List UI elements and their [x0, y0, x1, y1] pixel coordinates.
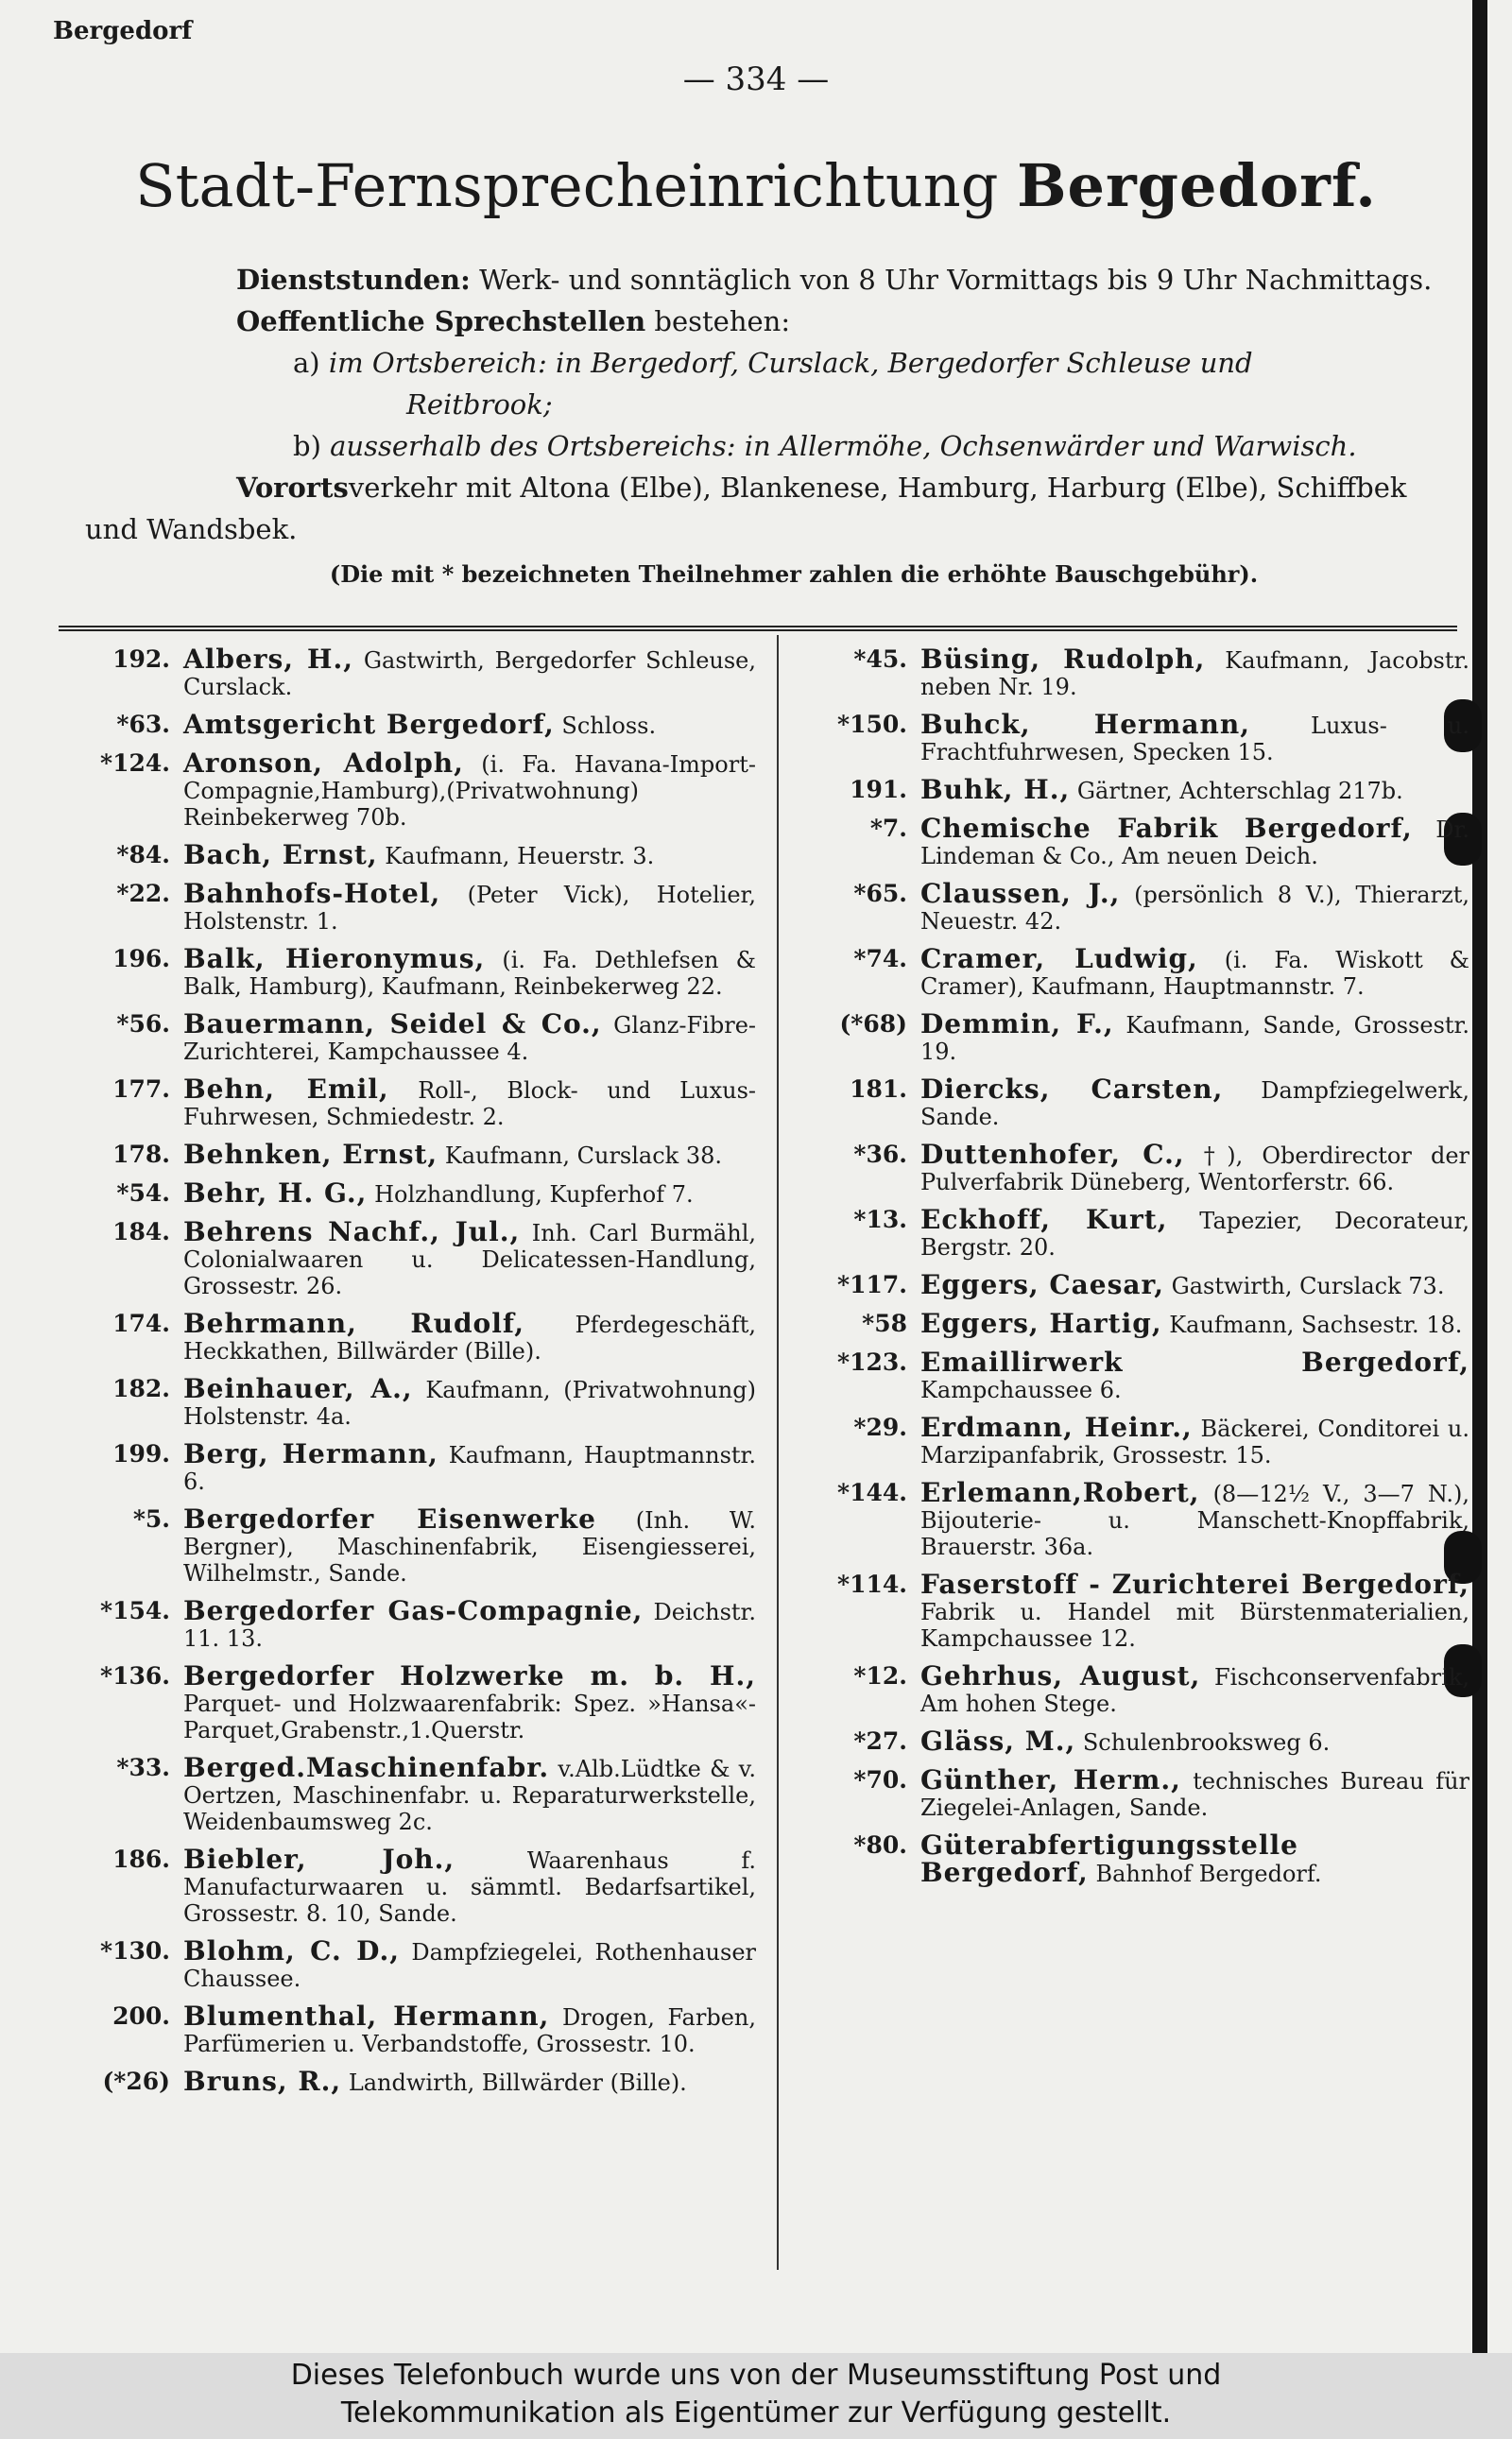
entry-text — [183, 1216, 756, 1299]
entry-text — [920, 1728, 1469, 1756]
footer-line-1: Dieses Telefonbuch wurde uns von der Museumsstiftung Post und — [290, 2359, 1222, 2392]
subscriber-name: Claussen, J., — [920, 878, 1121, 909]
subscriber-details: Glanz-Fibre-Zurichterei, Kampchaussee 4. — [183, 1012, 756, 1065]
entry-text — [920, 646, 1469, 700]
subscriber-name: Bergedorfer Holzwerke m. b. H., — [183, 1660, 756, 1692]
entry-text — [920, 1076, 1469, 1130]
subscriber-details: (Inh. W. Bergner), Maschinenfabrik, Eisengiesserei, Wilhelmstr., Sande. — [183, 1507, 756, 1587]
entry-text — [920, 1269, 1469, 1300]
subscriber-name: Eggers, Caesar, — [920, 1269, 1164, 1300]
title-place: Bergedorf. — [1017, 151, 1377, 220]
subscriber-name: Biebler, Joh., — [183, 1844, 455, 1875]
subscriber-number: 178. — [112, 1141, 170, 1168]
subscriber-name: Bauermann, Seidel & Co., — [183, 1008, 602, 1039]
subscriber-number: 191. — [850, 776, 907, 803]
entry-text — [920, 1008, 1469, 1065]
subscriber-number: 196. — [112, 945, 170, 972]
subscriber-number: *123. — [837, 1348, 907, 1376]
directory-entry — [66, 2066, 756, 2097]
subscriber-details: Waarenhaus f. Manufacturwaaren u. sämmtl. Bedarfsartikel, Grossestr. 8. 10, Sande. — [183, 1847, 756, 1927]
directory-entry — [803, 813, 1469, 869]
page-title — [0, 151, 1512, 220]
directory-entry — [803, 1764, 1469, 1821]
directory-entry — [803, 1728, 1469, 1756]
subscriber-number: 186. — [112, 1846, 170, 1873]
subscriber-number: 182. — [112, 1375, 170, 1402]
right-column — [803, 646, 1469, 1898]
subscriber-details: Tapezier, Decorateur, Bergstr. 20. — [920, 1208, 1469, 1261]
directory-entry — [66, 1752, 756, 1835]
entry-text — [183, 1503, 756, 1587]
subscriber-number: *13. — [853, 1206, 907, 1233]
subscriber-number: *144. — [837, 1479, 907, 1506]
subscriber-details: Dampfziegelwerk, Sande. — [920, 1077, 1469, 1130]
subscriber-details: Pferdegeschäft, Heckkathen, Billwärder (Bille). — [183, 1312, 756, 1365]
subscriber-details: (i. Fa. Dethlefsen & Balk, Hamburg), Kaufmann, Reinbekerweg 22. — [183, 947, 756, 1000]
intro-block — [85, 259, 1446, 595]
subscriber-number: *150. — [837, 711, 907, 738]
directory-entry — [66, 1503, 756, 1587]
directory-entry — [803, 1829, 1469, 1888]
entry-text — [920, 1569, 1469, 1652]
subscriber-details: Parquet- und Holzwaarenfabrik: Spez. »Hansa«-Parquet,Grabenstr.,1.Querstr. — [183, 1691, 756, 1743]
subscriber-details: Kaufmann, Jacobstr. neben Nr. 19. — [920, 647, 1469, 700]
directory-entry — [803, 1660, 1469, 1717]
suburban-line — [85, 467, 1446, 508]
fee-note: (Die mit * bezeichneten Theilnehmer zahlen die erhöhte Bauschgebühr). — [329, 560, 1259, 588]
subscriber-details: Kaufmann, Sande, Grossestr. 19. — [920, 1012, 1469, 1065]
subscriber-number: *56. — [116, 1010, 170, 1038]
directory-entry — [66, 1177, 756, 1209]
subscriber-number: *27. — [853, 1727, 907, 1755]
column-divider — [777, 635, 779, 2270]
subscriber-name: Cramer, Ludwig, — [920, 943, 1198, 974]
subscriber-details: Kaufmann, Sachsestr. 18. — [1169, 1312, 1463, 1338]
subscriber-number: 174. — [112, 1310, 170, 1337]
subscriber-name: Amtsgericht Bergedorf, — [183, 709, 555, 740]
directory-entry — [66, 1846, 756, 1927]
public-label: Oeffentliche Sprechstellen — [236, 305, 646, 337]
subscriber-number: *33. — [116, 1754, 170, 1781]
directory-entry — [66, 839, 756, 870]
subscriber-number: 177. — [112, 1075, 170, 1103]
entry-text — [183, 839, 756, 870]
directory-entry — [66, 1438, 756, 1495]
subscriber-number: *80. — [853, 1831, 907, 1859]
subscriber-details: Fabrik u. Handel mit Bürstenmaterialien, Kampchaussee 12. — [920, 1599, 1469, 1652]
subscriber-name: Güterabfertigungsstelle Bergedorf, — [920, 1829, 1298, 1888]
directory-entry — [66, 646, 756, 700]
subscriber-name: Buhk, H., — [920, 774, 1071, 805]
b-text: in Allermöhe, Ochsenwärder und Warwisch. — [744, 430, 1357, 462]
subscriber-details: Holzhandlung, Kupferhof 7. — [374, 1181, 694, 1208]
vorort-text: verkehr mit Altona (Elbe), Blankenese, Hamburg, Harburg (Elbe), Schiffbek — [348, 472, 1407, 504]
subscriber-details: Dr. Lindeman & Co., Am neuen Deich. — [920, 816, 1469, 869]
subscriber-number: 184. — [112, 1218, 170, 1245]
subscriber-details: Roll-, Block- und Luxus-Fuhrwesen, Schmiedestr. 2. — [183, 1077, 756, 1130]
subscriber-details: Bäckerei, Conditorei u. Marzipanfabrik, Grossestr. 15. — [920, 1416, 1469, 1469]
entry-text — [183, 2066, 756, 2097]
directory-entry — [66, 1373, 756, 1430]
subscriber-details: †), Oberdirector der Pulverfabrik Düneberg, Wentorferstr. 66. — [920, 1142, 1469, 1195]
directory-entry — [803, 1076, 1469, 1130]
subscriber-number: *114. — [837, 1571, 907, 1598]
entry-text — [183, 1139, 756, 1170]
subscriber-name: Bergedorfer Gas-Compagnie, — [183, 1595, 644, 1626]
directory-entry — [803, 709, 1469, 765]
subscriber-name: Behrens Nachf., Jul., — [183, 1216, 521, 1247]
subscriber-number: *12. — [853, 1662, 907, 1690]
subscriber-number: (*26) — [102, 2068, 170, 2095]
entry-text — [920, 1308, 1469, 1339]
title-prefix: Stadt-Fernsprecheinrichtung — [135, 151, 999, 220]
page-number: — 334 — — [682, 60, 830, 98]
directory-entry — [803, 878, 1469, 935]
entry-text — [920, 1764, 1469, 1821]
left-column — [66, 646, 756, 2107]
entry-text — [183, 709, 756, 740]
directory-entry — [803, 1139, 1469, 1195]
subscriber-details: Gärtner, Achterschlag 217b. — [1076, 778, 1403, 804]
subscriber-name: Duttenhofer, C., — [920, 1139, 1185, 1170]
subscriber-name: Berged.Maschinenfabr. — [183, 1752, 550, 1783]
subscriber-number: *5. — [132, 1505, 170, 1533]
subscriber-name: Erlemann,Robert, — [920, 1477, 1200, 1508]
subscriber-name: Gläss, M., — [920, 1726, 1076, 1757]
subscriber-details: Kaufmann, Heuerstr. 3. — [385, 843, 655, 869]
entry-text — [920, 1829, 1469, 1888]
subscriber-number: (*68) — [839, 1010, 907, 1038]
subscriber-number: *7. — [869, 815, 907, 842]
subscriber-name: Albers, H., — [183, 644, 353, 675]
a-label: im Ortsbereich: — [328, 347, 547, 379]
subscriber-name: Faserstoff - Zurichterei Bergedorf, — [920, 1569, 1469, 1600]
entry-text — [183, 1438, 756, 1495]
subscriber-details: Inh. Carl Burmähl, Colonialwaaren u. Delicatessen-Handlung, Grossestr. 26. — [183, 1220, 756, 1299]
subscriber-name: Behr, H. G., — [183, 1177, 368, 1209]
hours-label: Dienststunden: — [236, 264, 471, 296]
entry-text — [183, 1008, 756, 1065]
suburban-line-2 — [85, 508, 1446, 550]
subscriber-name: Erdmann, Heinr., — [920, 1412, 1193, 1443]
subscriber-details: (persönlich 8 V.), Thierarzt, Neuestr. 42. — [920, 882, 1469, 935]
entry-text — [183, 1846, 756, 1927]
subscriber-number: *36. — [853, 1141, 907, 1168]
subscriber-name: Bach, Ernst, — [183, 839, 378, 870]
a-text: in Bergedorf, Curslack, Bergedorfer Schleuse und — [555, 347, 1253, 379]
b-prefix: b) — [293, 430, 321, 462]
subscriber-name: Chemische Fabrik Bergedorf, — [920, 813, 1413, 844]
directory-entry — [66, 709, 756, 740]
directory-entry — [66, 747, 756, 831]
entry-text — [183, 1076, 756, 1130]
entry-text — [183, 943, 756, 1000]
entry-text — [183, 1308, 756, 1365]
b-label: ausserhalb des Ortsbereichs: — [330, 430, 736, 462]
public-line — [85, 301, 1446, 342]
subscriber-number: *136. — [100, 1662, 170, 1690]
directory-entry — [803, 943, 1469, 1000]
subscriber-name: Eckhoff, Kurt, — [920, 1204, 1168, 1235]
subscriber-details: Schloss. — [561, 713, 657, 739]
entry-text — [183, 1935, 756, 1992]
directory-entry — [66, 1935, 756, 1992]
directory-entry — [66, 1076, 756, 1130]
hours-line — [85, 259, 1446, 301]
directory-entry — [803, 1412, 1469, 1469]
subscriber-details: (8—12½ V., 3—7 N.), Bijouterie- u. Manschett-Knopffabrik, Brauerstr. 36a. — [920, 1481, 1469, 1560]
directory-entry — [66, 943, 756, 1000]
subscriber-name: Buhck, Hermann, — [920, 709, 1250, 740]
vorort-text-2: und Wandsbek. — [85, 513, 298, 545]
subscriber-details: Kaufmann, (Privatwohnung) Holstenstr. 4a. — [183, 1377, 756, 1430]
entry-text — [183, 1660, 756, 1743]
subscriber-number: *130. — [100, 1937, 170, 1965]
subscriber-number: *29. — [853, 1414, 907, 1441]
subscriber-name: Büsing, Rudolph, — [920, 644, 1206, 675]
subscriber-name: Behn, Emil, — [183, 1074, 389, 1105]
directory-entry — [66, 878, 756, 935]
subscriber-number: *74. — [853, 945, 907, 972]
local-area-line-2 — [85, 384, 1446, 425]
subscriber-details: Gastwirth, Bergedorfer Schleuse, Curslack. — [183, 647, 756, 700]
directory-entry — [66, 1216, 756, 1299]
subscriber-name: Emaillirwerk Bergedorf, — [920, 1347, 1469, 1378]
subscriber-number: *154. — [100, 1597, 170, 1624]
subscriber-number: 192. — [112, 645, 170, 673]
entry-text — [183, 1177, 756, 1209]
entry-text — [183, 2003, 756, 2057]
entry-text — [183, 747, 756, 831]
entry-text — [183, 1373, 756, 1430]
entry-text — [920, 1412, 1469, 1469]
subscriber-number: *63. — [116, 711, 170, 738]
directory-entry — [803, 1569, 1469, 1652]
directory-entry — [66, 2003, 756, 2057]
subscriber-details: Drogen, Farben, Parfümerien u. Verbandstoffe, Grossestr. 10. — [183, 2004, 756, 2057]
subscriber-details: Kaufmann, Curslack 38. — [444, 1142, 723, 1169]
subscriber-number: *45. — [853, 645, 907, 673]
subscriber-name: Bruns, R., — [183, 2066, 342, 2097]
subscriber-details: Fischconservenfabrik, Am hohen Stege. — [920, 1664, 1469, 1717]
directory-entry — [66, 1660, 756, 1743]
directory-entry — [803, 1477, 1469, 1560]
subscriber-details: (Peter Vick), Hotelier, Holstenstr. 1. — [183, 882, 756, 935]
entry-text — [920, 1477, 1469, 1560]
local-area-line — [85, 342, 1446, 384]
directory-entry — [803, 1269, 1469, 1300]
subscriber-details: Dampfziegelei, Rothenhauser Chaussee. — [183, 1939, 756, 1992]
header-rule — [59, 626, 1457, 631]
directory-entry — [803, 774, 1469, 805]
subscriber-details: Gastwirth, Curslack 73. — [1171, 1273, 1445, 1299]
subscriber-name: Gehrhus, August, — [920, 1660, 1201, 1692]
subscriber-details: (i. Fa. Wiskott & Cramer), Kaufmann, Hauptmannstr. 7. — [920, 947, 1469, 1000]
entry-text — [920, 1139, 1469, 1195]
a-text-2: Reitbrook; — [406, 388, 553, 421]
subscriber-name: Eggers, Hartig, — [920, 1308, 1162, 1339]
entry-text — [183, 646, 756, 700]
subscriber-details: Kaufmann, Hauptmannstr. 6. — [183, 1442, 756, 1495]
directory-entry — [803, 1008, 1469, 1065]
subscriber-number: 200. — [112, 2002, 170, 2030]
subscriber-number: 181. — [850, 1075, 907, 1103]
directory-entry — [66, 1008, 756, 1065]
hours-text: Werk- und sonntäglich von 8 Uhr Vormittags bis 9 Uhr Nachmittags. — [479, 264, 1433, 296]
subscriber-details: Landwirth, Billwärder (Bille). — [348, 2070, 687, 2096]
subscriber-name: Bergedorfer Eisenwerke — [183, 1503, 596, 1535]
entry-text — [920, 1204, 1469, 1261]
subscriber-details: Kampchaussee 6. — [920, 1377, 1122, 1403]
subscriber-name: Aronson, Adolph, — [183, 747, 464, 779]
outside-area-line — [85, 425, 1446, 467]
entry-text — [920, 813, 1469, 869]
running-head: Bergedorf — [53, 17, 193, 45]
footer-credit — [0, 2353, 1512, 2439]
subscriber-details: Bahnhof Bergedorf. — [1095, 1861, 1322, 1887]
directory-entry — [66, 1139, 756, 1170]
subscriber-details: Luxus- u. Frachtfuhrwesen, Specken 15. — [920, 713, 1469, 765]
subscriber-number: *84. — [116, 841, 170, 868]
public-text: bestehen: — [654, 305, 791, 337]
subscriber-name: Günther, Herm., — [920, 1764, 1181, 1795]
entry-text — [183, 1595, 756, 1652]
a-prefix: a) — [293, 347, 320, 379]
directory-entry — [66, 1308, 756, 1365]
entry-text — [183, 878, 756, 935]
subscriber-number: 199. — [112, 1440, 170, 1468]
vorort-label: Vororts — [236, 472, 349, 504]
entry-text — [920, 943, 1469, 1000]
subscriber-number: *117. — [837, 1271, 907, 1298]
subscriber-details: v.Alb.Lüdtke & v. Oertzen, Maschinenfabr. u. Reparaturwerkstelle, Weidenbaumsweg 2c. — [183, 1756, 756, 1835]
subscriber-name: Berg, Hermann, — [183, 1438, 438, 1469]
subscriber-name: Beinhauer, A., — [183, 1373, 413, 1404]
directory-entry — [66, 1595, 756, 1652]
directory-entry — [803, 646, 1469, 700]
subscriber-name: Behnken, Ernst, — [183, 1139, 438, 1170]
subscriber-details: technisches Bureau für Ziegelei-Anlagen, Sande. — [920, 1768, 1469, 1821]
entry-text — [183, 1752, 756, 1835]
entry-text — [920, 709, 1469, 765]
entry-text — [920, 878, 1469, 935]
subscriber-number: *70. — [853, 1766, 907, 1794]
subscriber-number: *54. — [116, 1179, 170, 1207]
subscriber-number: *22. — [116, 880, 170, 907]
subscriber-name: Behrmann, Rudolf, — [183, 1308, 525, 1339]
directory-entry — [803, 1349, 1469, 1403]
subscriber-details: Schulenbrooksweg 6. — [1082, 1729, 1331, 1756]
subscriber-name: Blohm, C. D., — [183, 1935, 400, 1967]
subscriber-number: *124. — [100, 749, 170, 777]
directory-entry — [803, 1204, 1469, 1261]
entry-text — [920, 1349, 1469, 1403]
page-edge-shadow — [1472, 0, 1487, 2353]
directory-entry — [803, 1308, 1469, 1339]
subscriber-number: *65. — [853, 880, 907, 907]
subscriber-name: Demmin, F., — [920, 1008, 1114, 1039]
subscriber-name: Diercks, Carsten, — [920, 1074, 1224, 1105]
subscriber-details: Deichstr. 11. 13. — [183, 1599, 756, 1652]
subscriber-name: Blumenthal, Hermann, — [183, 2001, 550, 2032]
entry-text — [920, 774, 1469, 805]
subscriber-name: Balk, Hieronymus, — [183, 943, 486, 974]
subscriber-number: *58 — [862, 1310, 907, 1337]
footer-line-2: Telekommunikation als Eigentümer zur Verfügung gestellt. — [340, 2396, 1172, 2430]
entry-text — [920, 1660, 1469, 1717]
subscriber-details: (i. Fa. Havana-Import-Compagnie,Hamburg),(Privatwohnung) Reinbekerweg 70b. — [183, 751, 756, 831]
subscriber-name: Bahnhofs-Hotel, — [183, 878, 441, 909]
